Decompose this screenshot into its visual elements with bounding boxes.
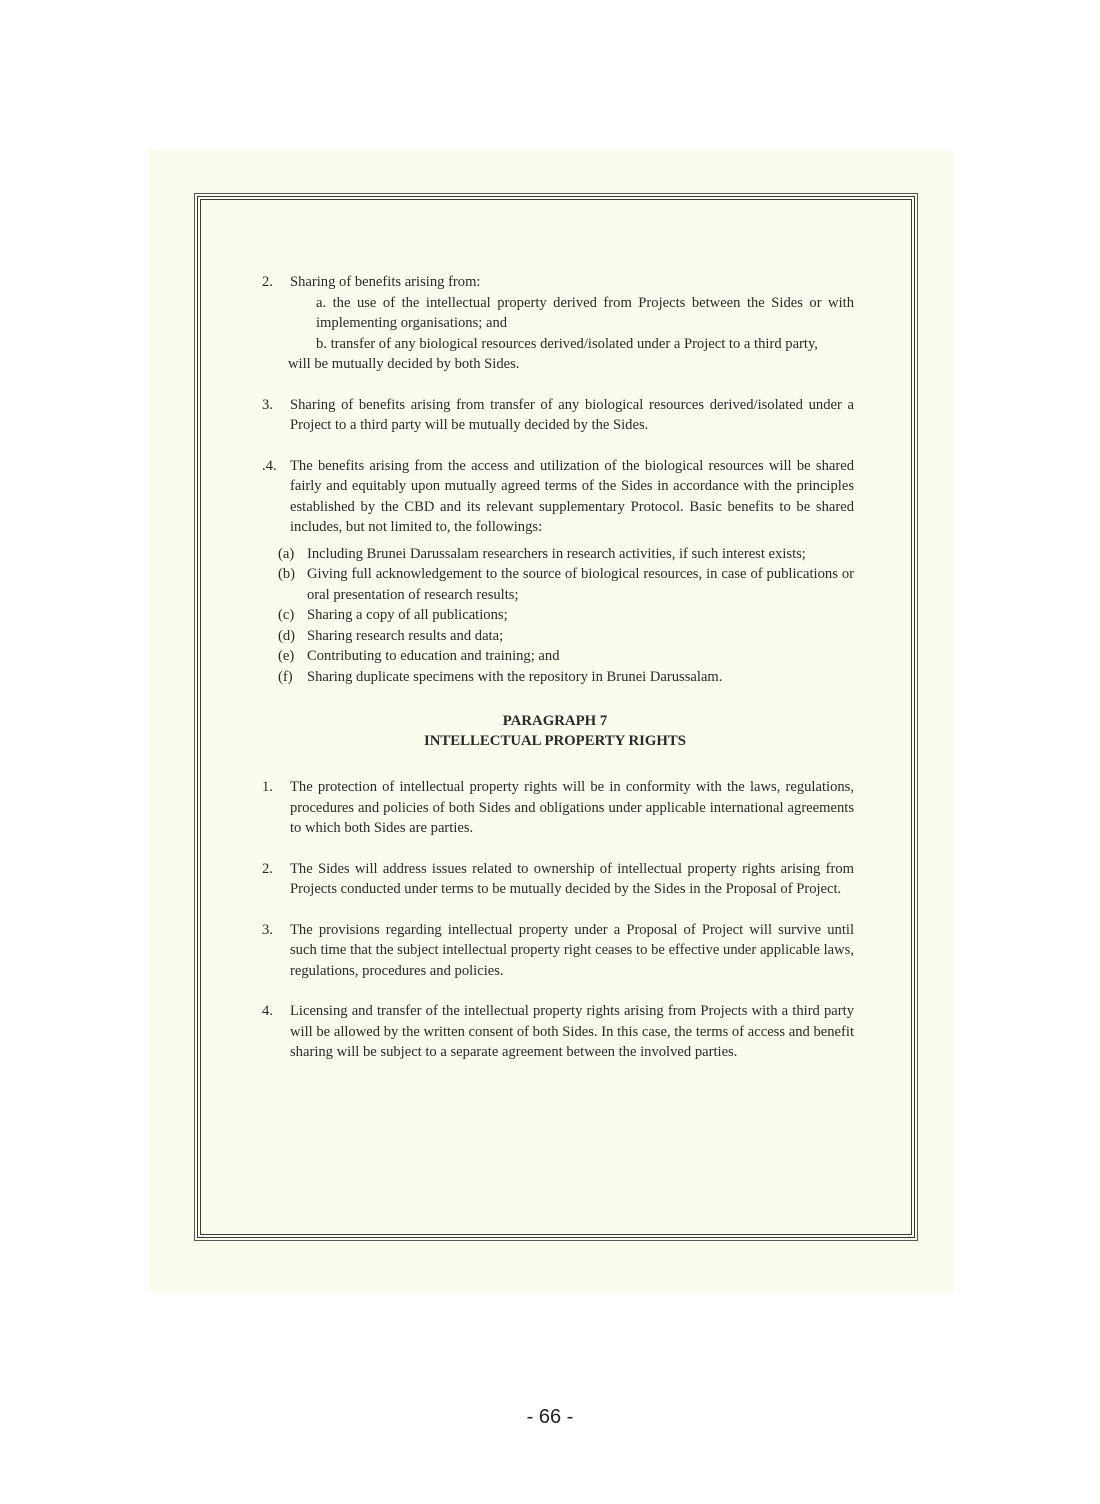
list-item-text: Sharing duplicate specimens with the repository in Brunei Darussalam. <box>307 668 723 685</box>
item-text: The provisions regarding intellectual property under a Proposal of Project will survive until such time that the subject intellectual property right ceases to be effective under applicable laws, regulations, procedures and policies. <box>290 921 854 979</box>
list-item <box>278 646 854 667</box>
page-number: - 66 - <box>526 1406 574 1428</box>
item-text: The protection of intellectual property rights will be in conformity with the laws, regulations, procedures and policies of both Sides and obligations under applicable international agreements to which both Sides are parties. <box>290 779 854 836</box>
item-number: 2. <box>262 274 273 290</box>
item-number: 1. <box>262 779 273 795</box>
list-item-text: Including Brunei Darussalam researchers in research activities, if such interest exists; <box>307 545 806 562</box>
list-item-label: (f) <box>278 668 293 685</box>
item-text: Licensing and transfer of the intellectual property rights arising from Projects with a third party will be allowed by the written consent of both Sides. In this case, the terms of access and benefit sharing will be subject to a separate agreement between the involved parties. <box>290 1003 854 1060</box>
ip-item-1 <box>256 777 854 839</box>
item-number: .4. <box>262 457 277 474</box>
list-item-text: Contributing to education and training; and <box>307 648 560 664</box>
benefit-item-4 <box>256 456 854 538</box>
benefits-list <box>278 544 854 688</box>
item-text: The Sides will address issues related to ownership of intellectual property rights arising from Projects conducted under terms to be mutually decided by the Sides in the Proposal of Project. <box>290 860 854 897</box>
paragraph-subtitle: INTELLECTUAL PROPERTY RIGHTS <box>423 733 687 749</box>
item-number: 3. <box>262 396 273 413</box>
list-item-text: Giving full acknowledgement to the source of biological resources, in case of publications or oral presentation of research results; <box>307 566 854 603</box>
list-item-label: (c) <box>278 607 295 623</box>
ip-item-4 <box>256 1001 854 1063</box>
benefit-item-2 <box>256 272 854 375</box>
item-intro: Sharing of benefits arising from: <box>290 274 481 290</box>
item-conclusion: will be mutually decided by both Sides. <box>288 356 520 372</box>
paragraph-title: PARAGRAPH 7 <box>502 713 608 729</box>
list-item-label: (e) <box>278 648 295 664</box>
item-text: The benefits arising from the access and utilization of the biological resources will be shared fairly and equitably upon mutually agreed terms of the Sides in accordance with the principles established by the CBD and its relevant supplementary Protocol. Basic benefits to be shared includes, but not limited to, the followings: <box>290 457 854 535</box>
sub-item-b: b. transfer of any biological resources derived/isolated under a Project to a third party, <box>316 335 818 352</box>
document-body <box>256 272 854 1083</box>
list-item-label: (a) <box>278 545 295 562</box>
item-number: 4. <box>262 1003 273 1019</box>
list-item-label: (b) <box>278 566 296 582</box>
item-text: Sharing of benefits arising from transfer of any biological resources derived/isolated under a Project to a third party will be mutually decided by the Sides. <box>290 396 854 433</box>
section-heading <box>256 711 854 751</box>
list-item-text: Sharing research results and data; <box>307 627 504 644</box>
list-item <box>278 626 854 647</box>
sub-item-a: a. the use of the intellectual property derived from Projects between the Sides or with implementing organisations; and <box>316 294 854 331</box>
item-number: 3. <box>262 921 273 938</box>
ip-item-3 <box>256 920 854 982</box>
item-number: 2. <box>262 860 273 877</box>
list-item <box>278 667 854 688</box>
list-item <box>278 544 854 565</box>
list-item <box>278 564 854 605</box>
list-item-label: (d) <box>278 627 296 644</box>
benefit-item-3 <box>256 395 854 436</box>
list-item-text: Sharing a copy of all publications; <box>307 607 508 623</box>
ip-item-2 <box>256 859 854 900</box>
list-item <box>278 605 854 626</box>
